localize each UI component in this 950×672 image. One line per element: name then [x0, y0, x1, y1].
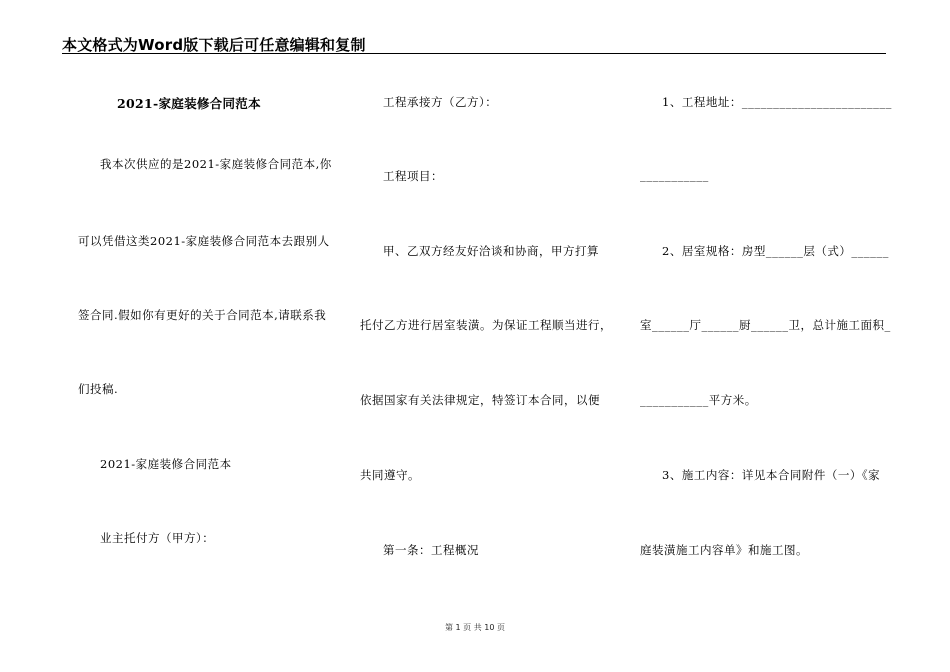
paragraph-line: 共同遵守。 — [360, 468, 420, 482]
paragraph-line: 工程承接方（乙方）： — [383, 95, 498, 109]
paragraph-line: 第一条：工程概况 — [383, 543, 479, 557]
paragraph-line: 依据国家有关法律规定，特签订本合同，以便 — [360, 393, 600, 407]
page-number: 第 1 页 共 10 页 — [445, 623, 505, 632]
paragraph-line: 可以凭借这类2021-家庭装修合同范本去跟别人 — [78, 234, 330, 248]
document-title: 2021-家庭装修合同范本 — [117, 96, 261, 111]
paragraph-line: 托付乙方进行居室装潢。为保证工程顺当进行， — [360, 318, 612, 332]
paragraph-line: 们投稿. — [78, 382, 119, 396]
document-header: 本文格式为Word版下载后可任意编辑和复制 — [62, 36, 366, 54]
paragraph-line: 2、居室规格：房型______层（式）______ — [662, 244, 889, 258]
paragraph-line: 业主托付方（甲方）： — [100, 531, 215, 545]
paragraph-line: ___________ — [640, 168, 709, 182]
paragraph-line: 我本次供应的是2021-家庭装修合同范本,你 — [100, 157, 332, 171]
paragraph-line: ___________平方米。 — [640, 393, 757, 407]
paragraph-line: 3、施工内容：详见本合同附件（一）《家 — [662, 468, 881, 482]
paragraph-line: 工程项目： — [383, 169, 443, 183]
paragraph-line: 甲、乙双方经友好洽谈和协商，甲方打算 — [383, 244, 599, 258]
paragraph-line: 室______厅______厨______卫，总计施工面积_ — [640, 318, 891, 332]
paragraph-line: 签合同.假如你有更好的关于合同范本,请联系我 — [78, 308, 327, 322]
paragraph-line: 1、工程地址：________________________ — [662, 95, 892, 109]
header-divider — [62, 53, 886, 54]
paragraph-line: 庭装潢施工内容单》和施工图。 — [640, 543, 808, 557]
paragraph-line: 2021-家庭装修合同范本 — [100, 457, 232, 471]
